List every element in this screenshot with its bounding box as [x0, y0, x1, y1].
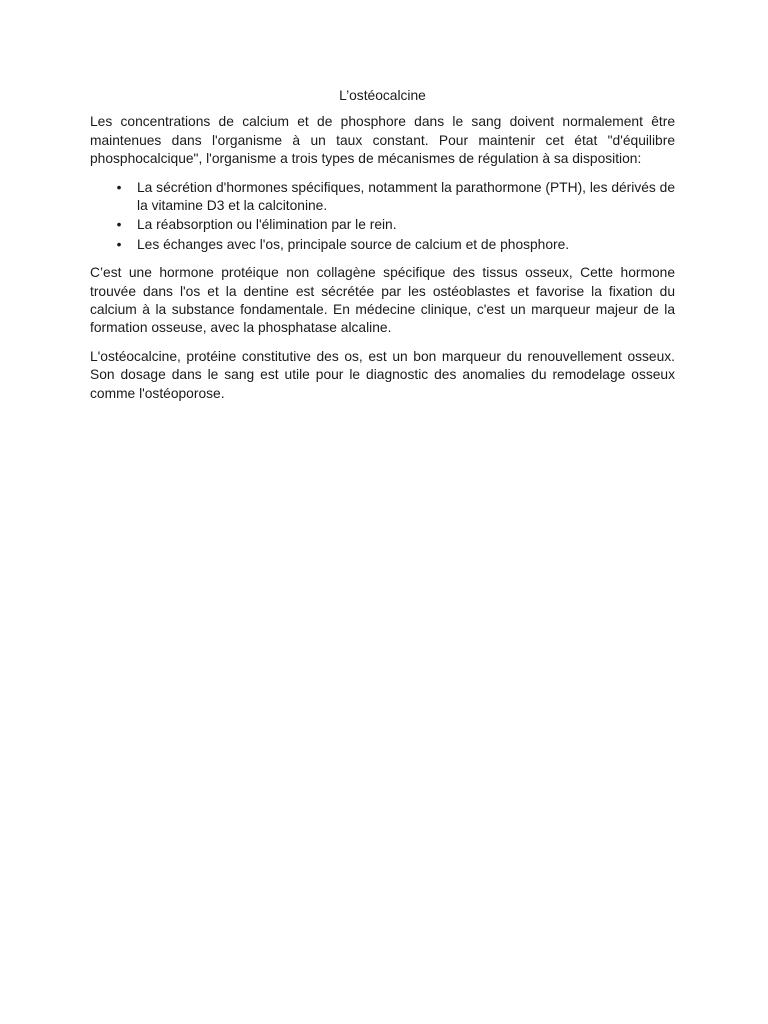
list-item: [90, 216, 675, 234]
list-item-text: Les échanges avec l'os, principale source de calcium et de phosphore.: [137, 236, 570, 252]
hormone-paragraph: C’est une hormone protéique non collagène spécifique des tissus osseux, Cette hormone trouvée dans l'os et la dentine est sécrétée par les ostéoblastes et favorise la fixation du calcium à la substance fondamentale. En médecine clinique, c'est un marqueur majeur de la formation osseuse, avec la phosphatase alcaline.: [90, 265, 675, 336]
document-title: L’ostéocalcine: [339, 88, 426, 103]
bullet-icon: •: [116, 236, 122, 252]
document-page: [90, 87, 675, 413]
intro-paragraph: Les concentrations de calcium et de phosphore dans le sang doivent normalement être maintenues dans l'organisme à un taux constant. Pour maintenir cet état "d'équilibre phosphocalcique", l'organisme a trois types de mécanismes de régulation à sa disposition:: [90, 114, 675, 167]
list-item-text: La sécrétion d'hormones spécifiques, notamment la parathormone (PTH), les dérivés de la vitamine D3 et la calcitonine.: [137, 179, 675, 214]
bullet-icon: •: [116, 217, 122, 233]
bullet-icon: •: [116, 179, 122, 195]
list-item: [90, 236, 675, 254]
list-item-text: La réabsorption ou l'élimination par le rein.: [137, 217, 397, 233]
marker-paragraph: L'ostéocalcine, protéine constitutive des os, est un bon marqueur du renouvellement osseux. Son dosage dans le sang est utile pour le diagnostic des anomalies du remodelage osseux comme l'ostéoporose.: [90, 348, 675, 401]
list-item: [90, 179, 675, 216]
regulation-mechanisms-list: [90, 179, 675, 255]
